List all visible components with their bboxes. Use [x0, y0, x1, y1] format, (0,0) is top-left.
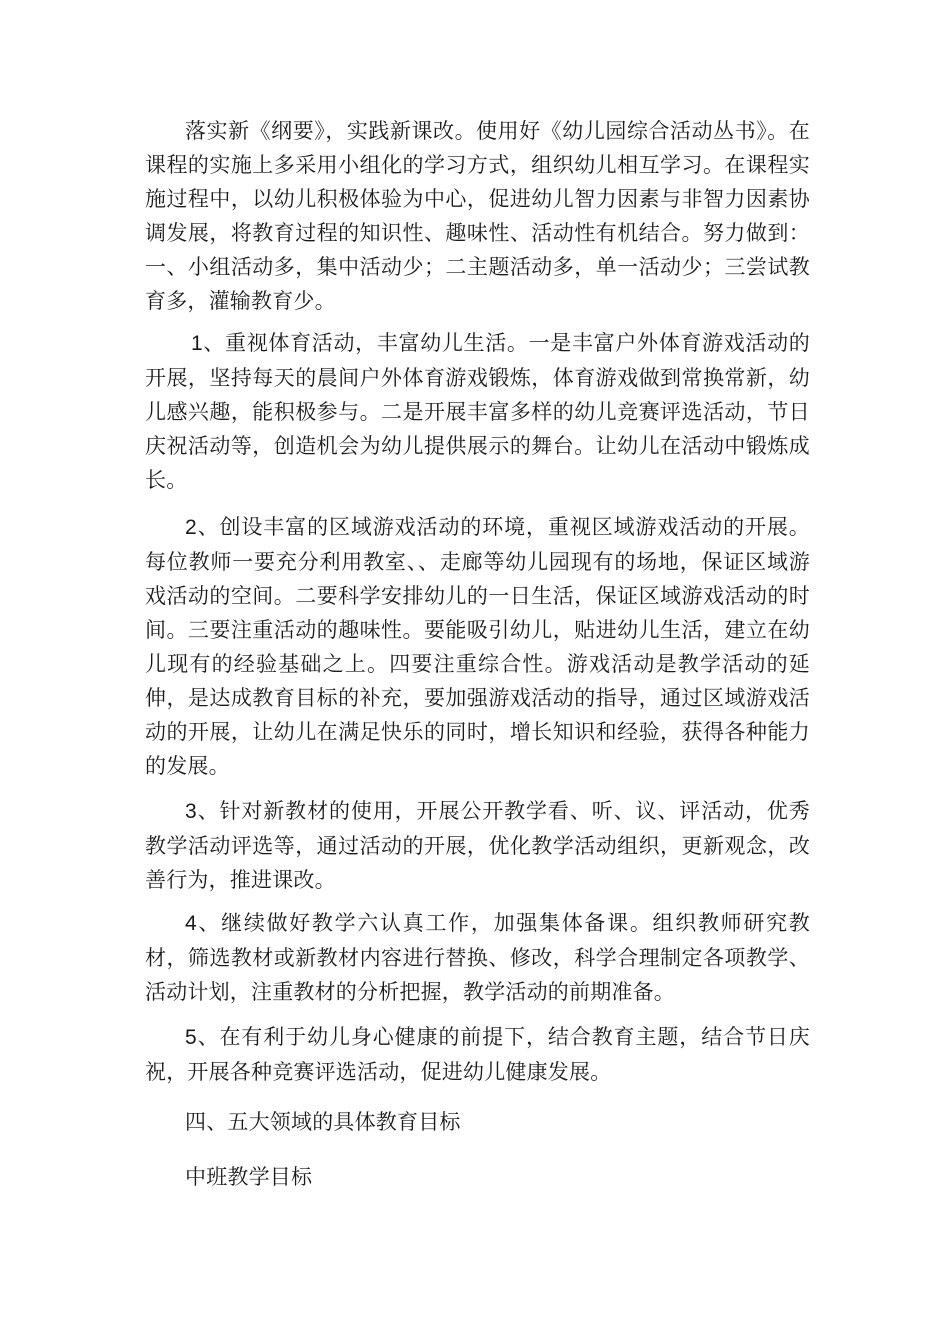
paragraph-text: 、重视体育活动，丰富幼儿生活。一是丰富户外体育游戏活动的开展，坚持每天的晨间户外体育游戏锻炼，体育游戏做到常换常新，幼儿感兴趣，能积极参与。二是开展丰富多样的幼儿竞赛评选活动，节日庆祝活动等，创造机会为幼儿提供展示的舞台。让幼儿在活动中锻炼成长。 — [145, 331, 810, 492]
paragraph-text: 、针对新教材的使用，开展公开教学看、听、议、评活动，优秀教学活动评选等，通过活动的开展，优化教学活动组织，更新观念，改善行为，推进课改。 — [145, 799, 810, 892]
heading-text: 中班教学目标 — [185, 1165, 313, 1189]
paragraph-text: 、继续做好教学六认真工作，加强集体备课。组织教师研究教材，筛选教材或新教材内容进行替换、修改，科学合理制定各项教学、活动计划，注重教材的分析把握，教学活动的前期准备。 — [145, 911, 810, 1004]
heading-text: 四、五大领域的具体教育目标 — [185, 1110, 461, 1134]
item-number: 5 — [185, 1026, 197, 1049]
section-heading — [145, 1105, 810, 1139]
item-number: 3 — [185, 800, 197, 823]
paragraph-text: 、创设丰富的区域游戏活动的环境，重视区域游戏活动的开展。每位教师一要充分利用教室、、走廊等幼儿园现有的场地，保证区域游戏活动的空间。二要科学安排幼儿的一日生活，保证区域游戏活动的时间。三要注重活动的趣味性。要能吸引幼儿，贴进幼儿生活，建立在幼儿现有的经验基础之上。四要注重综合性。游戏活动是教学活动的延伸，是达成教育目标的补充，要加强游戏活动的指导，通过区域游戏活动的开展，让幼儿在满足快乐的同时，增长知识和经验，获得各种能力的发展。 — [145, 515, 810, 778]
paragraph-item-2 — [145, 510, 810, 783]
paragraph-item-4 — [145, 906, 810, 1009]
item-number: 1 — [191, 332, 203, 355]
paragraph-text: 落实新《纲要》，实践新课改。使用好《幼儿园综合活动丛书》。在课程的实施上多采用小组化的学习方式，组织幼儿相互学习。在课程实施过程中，以幼儿积极体验为中心，促进幼儿智力因素与非智力因素协调发展，将教育过程的知识性、趣味性、活动性有机结合。努力做到：一、小组活动多，集中活动少；二主题活动多，单一活动少；三尝试教育多，灌输教育少。 — [145, 119, 810, 313]
paragraph-text: 、在有利于幼儿身心健康的前提下，结合教育主题，结合节日庆祝，开展各种竞赛评选活动，促进幼儿健康发展。 — [145, 1025, 810, 1084]
subsection-heading — [145, 1160, 810, 1194]
paragraph-item-1 — [145, 326, 810, 497]
paragraph-item-3 — [145, 794, 810, 897]
paragraph-item-5 — [145, 1020, 810, 1089]
paragraph-intro — [145, 114, 810, 318]
item-number: 4 — [185, 912, 197, 935]
item-number: 2 — [185, 516, 197, 539]
